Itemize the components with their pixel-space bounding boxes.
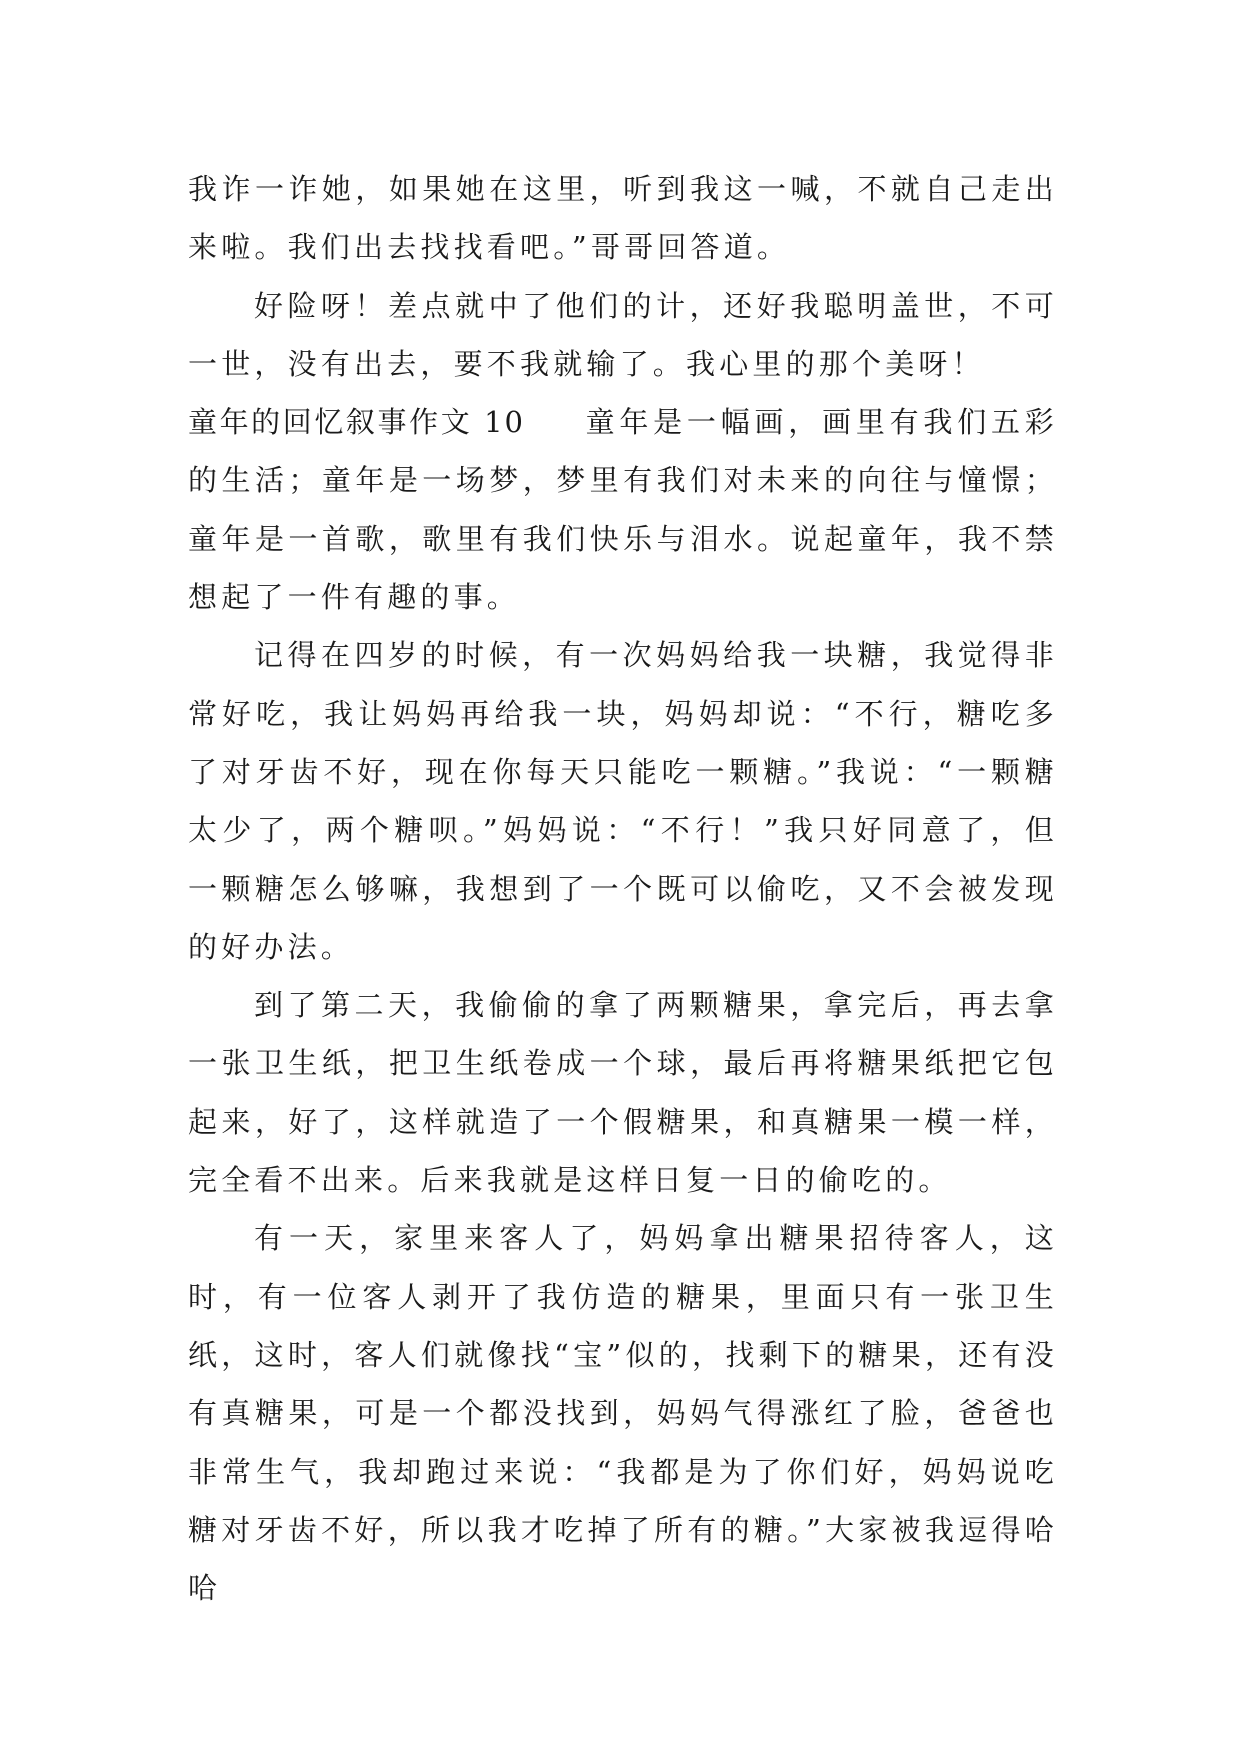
- essay-heading: 童年的回忆叙事作文 10: [188, 405, 525, 440]
- paragraph-6: 有一天，家里来客人了，妈妈拿出糖果招待客人，这时，有一位客人剥开了我仿造的糖果，里面只有一张卫生纸，这时，客人们就像找“宝”似的，找剩下的糖果，还有没有真糖果，可是一个都没找到，妈妈气得涨红了脸，爸爸也非常生气，我却跑过来说：“我都是为了你们好，妈妈说吃糖对牙齿不好，所以我才吃掉了所有的糖。”大家被我逗得哈哈: [188, 1221, 1058, 1606]
- essay-body: [188, 160, 1058, 1617]
- paragraph-1: 我诈一诈她，如果她在这里，听到我这一喊，不就自己走出来啦。我们出去找找看吧。”哥哥回答道。: [188, 172, 1058, 265]
- paragraph-2: 好险呀！差点就中了他们的计，还好我聪明盖世，不可一世，没有出去，要不我就输了。我心里的那个美呀！: [188, 288, 1058, 381]
- paragraph-3: [188, 393, 1058, 626]
- paragraph-5: 到了第二天，我偷偷的拿了两颗糖果，拿完后，再去拿一张卫生纸，把卫生纸卷成一个球，最后再将糖果纸把它包起来，好了，这样就造了一个假糖果，和真糖果一模一样，完全看不出来。后来我就是这样日复一日的偷吃的。: [188, 988, 1058, 1198]
- paragraph-3-text: 童年是一幅画，画里有我们五彩的生活；童年是一场梦，梦里有我们对未来的向往与憧憬；童年是一首歌，歌里有我们快乐与泪水。说起童年，我不禁想起了一件有趣的事。: [188, 405, 1058, 615]
- paragraph-4: 记得在四岁的时候，有一次妈妈给我一块糖，我觉得非常好吃，我让妈妈再给我一块，妈妈却说：“不行，糖吃多了对牙齿不好，现在你每天只能吃一颗糖。”我说：“一颗糖太少了，两个糖呗。”妈妈说：“不行！”我只好同意了，但一颗糖怎么够嘛，我想到了一个既可以偷吃，又不会被发现的好办法。: [188, 638, 1058, 964]
